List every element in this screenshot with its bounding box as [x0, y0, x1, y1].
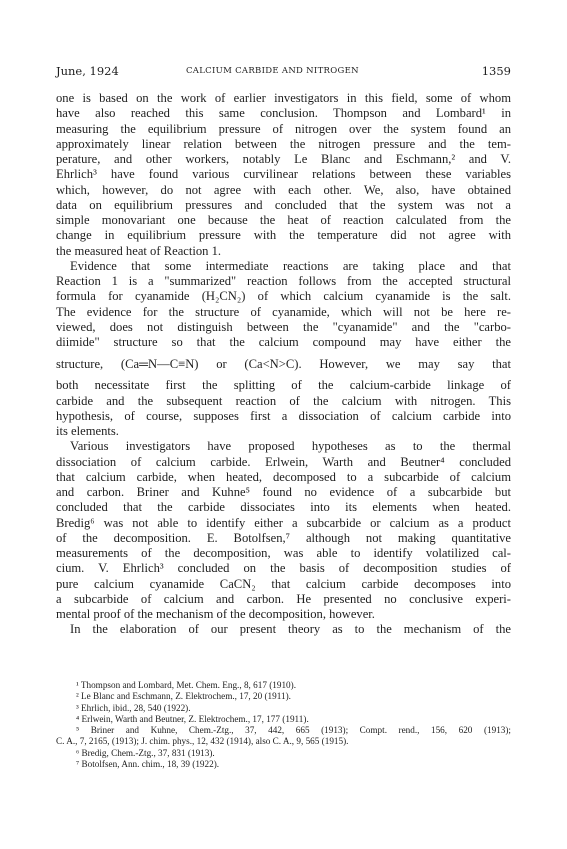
text-line: Ehrlich³ have found various curvilinear relations between these variables: [56, 167, 511, 182]
page-header: [56, 64, 511, 80]
text-line: The evidence for the structure of cyanamide, which will not be here re-: [56, 304, 511, 319]
text-line: that calcium carbide, when heated, decomposed to a subcarbide of calcium: [56, 469, 511, 484]
text-line: pure calcium cyanamide CaCN₂ that calcium carbide decomposes into: [56, 576, 511, 591]
text-line: Reaction 1 is a "summarized" reaction follows from the accepted structural: [56, 274, 511, 288]
paragraph-start-line: Various investigators have proposed hypotheses as to the thermal: [70, 439, 511, 454]
footnote: ² Le Blanc and Eschmann, Z. Elektrochem., 17, 20 (1911).: [76, 691, 291, 702]
text-line: measurements of the decomposition, was able to identify volatilized cal-: [56, 546, 511, 560]
footnote: ¹ Thompson and Lombard, Met. Chem. Eng., 8, 617 (1910).: [76, 680, 296, 690]
text-line: viewed, does not distinguish between the "cyanamide" and the "carbo-: [56, 319, 511, 334]
text-line: mental proof of the mechanism of the decomposition, however.: [56, 607, 375, 621]
footnote: ⁴ Erlwein, Warth and Beutner, Z. Elektrochem., 17, 177 (1911).: [76, 713, 309, 724]
footnotes: [56, 680, 511, 770]
footnote: ⁶ Bredig, Chem.-Ztg., 37, 831 (1913).: [76, 747, 215, 758]
text-line: Bredig⁶ was not able to identify either a subcarbide or calcium as a product: [56, 515, 511, 530]
text-line: both necessitate first the splitting of the calcium-carbide linkage of: [56, 378, 511, 393]
text-line: a subcarbide of calcium and carbon. He presented no conclusive experi-: [56, 591, 511, 606]
header-date: June, 1924: [56, 64, 119, 78]
text-line: dissociation of calcium carbide. Erlwein, Warth and Beutner⁴ concluded: [56, 454, 511, 469]
paragraph-start-line: In the elaboration of our present theory as to the mechanism of the: [70, 622, 511, 637]
text-line: concluded that the carbide dissociates into its elements when heated.: [56, 500, 511, 515]
text-line: hypothesis, of course, supposes first a dissociation of calcium carbide into: [56, 408, 511, 423]
running-title: CALCIUM CARBIDE AND NITROGEN: [186, 66, 359, 76]
text-line: cium. V. Ehrlich³ concluded on the basis of decomposition studies of: [56, 561, 511, 576]
text-line: data on equilibrium pressures and concluded that the system was not a: [56, 197, 511, 212]
text-line: measuring the equilibrium pressure of nitrogen over the system found an: [56, 121, 511, 136]
footnote: ⁵ Briner and Kuhne, Chem.-Ztg., 37, 442, 665 (1913); Compt. rend., 156, 620 (1913);: [76, 725, 511, 736]
text-line: formula for cyanamide (H₂CN₂) of which calcium cyanamide is the salt.: [56, 289, 511, 304]
text-line: the measured heat of Reaction 1.: [56, 243, 222, 258]
footnote-continuation: C. A., 7, 2165, (1913); J. chim. phys., 12, 432 (1914), also C. A., 9, 565 (1915).: [56, 736, 349, 747]
text-line: carbide and the subsequent reaction of the calcium with nitrogen. This: [56, 393, 511, 408]
footnote: ⁷ Botolfsen, Ann. chim., 18, 39 (1922).: [76, 759, 220, 770]
text-line: have also reached this same conclusion. Thompson and Lombard¹ in: [56, 106, 511, 121]
text-line: one is based on the work of earlier investigators in this field, some of whom: [56, 91, 511, 105]
body-text: [56, 91, 511, 638]
text-line: simple monovariant one because the heat of reaction calculated from the: [56, 213, 511, 227]
text-line: and carbon. Briner and Kuhne⁵ found no evidence of a subcarbide but: [56, 485, 511, 499]
text-line: which, however, do not agree with each other. We, also, have obtained: [56, 182, 511, 197]
text-line: perature, and other workers, notably Le Blanc and Eschmann,² and V.: [56, 152, 511, 166]
page-number: 1359: [481, 64, 511, 78]
footnote: ³ Ehrlich, ibid., 28, 540 (1922).: [76, 702, 191, 713]
text-line: approximately linear relation between the nitrogen pressure and the tem-: [56, 136, 511, 151]
text-line: its elements.: [56, 424, 119, 438]
text-line: of the decomposition. E. Botolfsen,⁷ although not making quantitative: [56, 530, 511, 545]
paragraph-start-line: Evidence that some intermediate reactions are taking place and that: [70, 258, 511, 273]
structure-formula-line: structure, (Ca═N—C≡N) or (Ca<N>C). However, we may say that: [56, 357, 511, 372]
text-line: change in equilibrium pressure with the temperature did not agree with: [56, 228, 511, 243]
text-line: diimide" structure so that the calcium compound may have either the: [56, 335, 511, 349]
